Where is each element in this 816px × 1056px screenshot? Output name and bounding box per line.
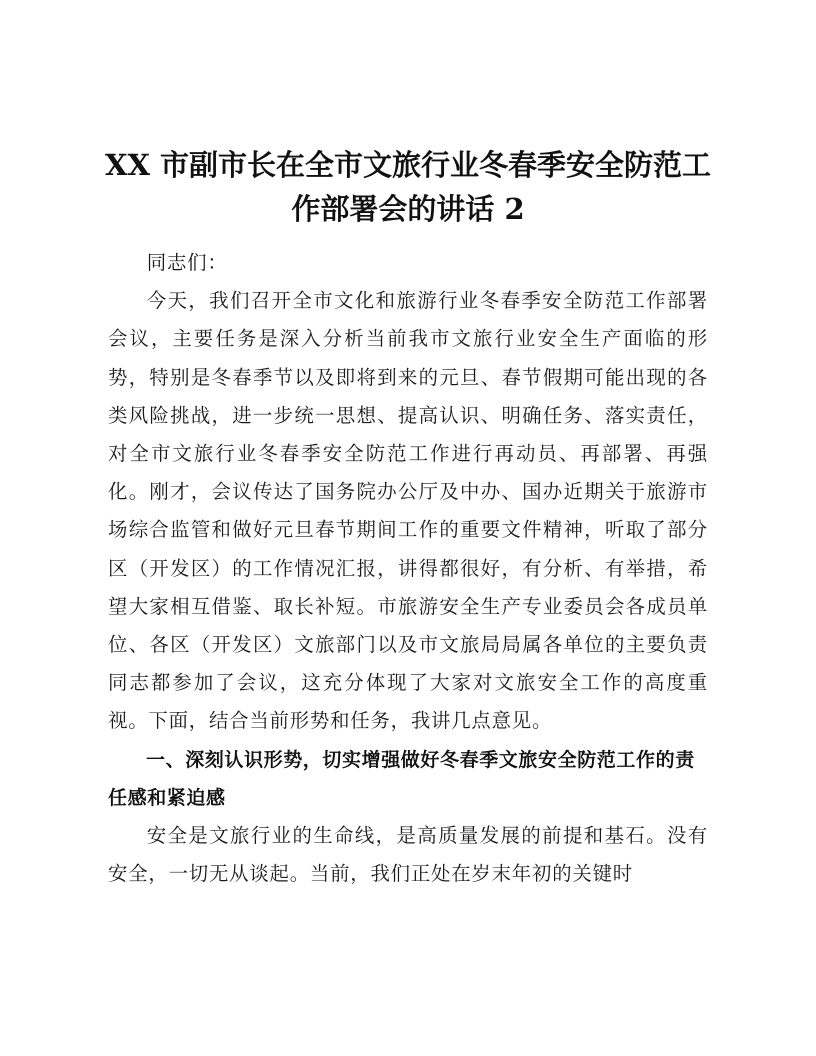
- salutation: 同志们：: [146, 251, 228, 274]
- document-title: XX 市副市长在全市文旅行业冬春季安全防范工作部署会的讲话 2: [104, 148, 712, 226]
- section-paragraph: 安全是文旅行业的生命线，是高质量发展的前提和基石。没有安全，一切无从谈起。当前，我们正处在岁末年初的关键时: [108, 824, 708, 886]
- section-heading: 一、深刻认识形势，切实增强做好冬春季文旅安全防范工作的责任感和紧迫感: [108, 748, 695, 809]
- document-body: [108, 244, 708, 893]
- opening-paragraph: 今天，我们召开全市文化和旅游行业冬春季安全防范工作部署会议，主要任务是深入分析当前我市文旅行业安全生产面临的形势，特别是冬春季节以及即将到来的元旦、春节假期可能出现的各类风险挑战，进一步统一思想、提高认识、明确任务、落实责任，对全市文旅行业冬春季安全防范工作进行再动员、再部署、再强化。刚才，会议传达了国务院办公厅及中办、国办近期关于旅游市场综合监管和做好元旦春节期间工作的重要文件精神，听取了部分区（开发区）的工作情况汇报，讲得都很好，有分析、有举措，希望大家相互借鉴、取长补短。市旅游安全生产专业委员会各成员单位、各区（开发区）文旅部门以及市文旅局局属各单位的主要负责同志都参加了会议，这充分体现了大家对文旅安全工作的高度重视。下面，结合当前形势和任务，我讲几点意见。: [108, 289, 708, 733]
